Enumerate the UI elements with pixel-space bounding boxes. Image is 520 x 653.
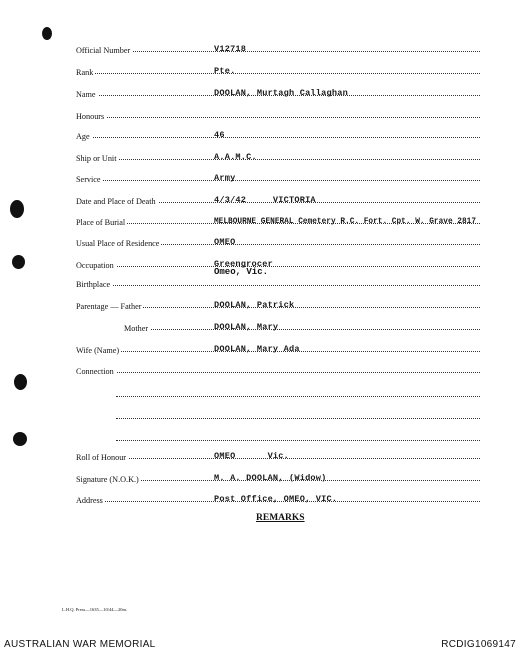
occupation-label: Occupation [76, 261, 114, 270]
binder-hole-4 [14, 374, 27, 390]
name-value: DOOLAN, Murtagh Callaghan [214, 88, 348, 98]
signature-value: M. A. DOOLAN, (Widow) [214, 473, 327, 483]
row-burial [76, 213, 496, 227]
service-label: Service [76, 175, 101, 184]
connection-line-3 [116, 406, 480, 419]
row-honours [76, 107, 480, 121]
row-official-number [76, 41, 480, 55]
mother-label: Mother [124, 324, 149, 333]
binder-hole-1 [42, 27, 52, 40]
death-value: 4/3/42 VICTORIA [214, 195, 316, 205]
row-name [76, 85, 480, 99]
address-label: Address [76, 496, 103, 505]
row-age [76, 127, 480, 141]
wife-label: Wife (Name) [76, 346, 120, 355]
binder-hole-2 [10, 200, 24, 218]
ship-unit-value: A.A.M.C. [214, 152, 257, 162]
father-label: Parentage — Father [76, 302, 142, 311]
printer-note: L.H.Q. Press—1635—10/44—20m. [62, 607, 128, 612]
official-number-value: V12718 [214, 44, 247, 54]
age-value: 46 [214, 130, 225, 140]
footer-source: AUSTRALIAN WAR MEMORIAL [4, 639, 156, 650]
father-value: DOOLAN, Patrick [214, 300, 295, 310]
official-number-label: Official Number [76, 46, 131, 55]
address-value: Post Office, OMEO, VIC. [214, 494, 338, 504]
row-mother [124, 319, 480, 333]
row-residence [76, 234, 480, 248]
row-address [76, 491, 480, 505]
death-label: Date and Place of Death [76, 197, 156, 206]
occupation-value: Greengrocer [214, 259, 273, 269]
connection-line-4 [116, 428, 480, 441]
burial-label: Place of Burial [76, 218, 126, 227]
binder-hole-3 [12, 255, 25, 269]
connection-line-2 [116, 384, 480, 397]
burial-value: MELBOURNE GENERAL Cemetery R.C. Fort. Cpt. W. Grave 2817 [214, 218, 477, 226]
remarks-heading: REMARKS [256, 513, 305, 523]
row-wife [76, 341, 480, 355]
roll-value: OMEO Vic. [214, 451, 289, 461]
row-occupation [76, 256, 480, 270]
signature-label: Signature (N.O.K.) [76, 475, 139, 484]
row-rank [76, 63, 480, 77]
residence-value: OMEO [214, 237, 236, 247]
mother-value: DOOLAN, Mary [214, 322, 279, 332]
row-service [76, 170, 480, 184]
wife-value: DOOLAN, Mary Ada [214, 344, 300, 354]
age-label: Age [76, 132, 90, 141]
service-value: Army [214, 173, 236, 183]
birthplace-value: Omeo, Vic. [214, 267, 269, 277]
row-signature [76, 470, 480, 484]
binder-hole-5 [13, 432, 27, 446]
name-label: Name [76, 90, 96, 99]
footer-record-id: RCDIG1069147 [441, 639, 516, 650]
residence-label: Usual Place of Residence [76, 239, 160, 248]
rank-label: Rank [76, 68, 94, 77]
row-birthplace [76, 275, 480, 289]
row-ship-unit [76, 149, 480, 163]
row-father [76, 297, 480, 311]
honours-label: Honours [76, 112, 105, 121]
row-roll [76, 448, 480, 462]
connection-label: Connection [76, 367, 114, 376]
row-death [76, 192, 480, 206]
ship-unit-label: Ship or Unit [76, 154, 117, 163]
birthplace-label: Birthplace [76, 280, 111, 289]
roll-label: Roll of Honour [76, 453, 127, 462]
row-connection [76, 362, 480, 376]
rank-value: Pte. [214, 66, 236, 76]
